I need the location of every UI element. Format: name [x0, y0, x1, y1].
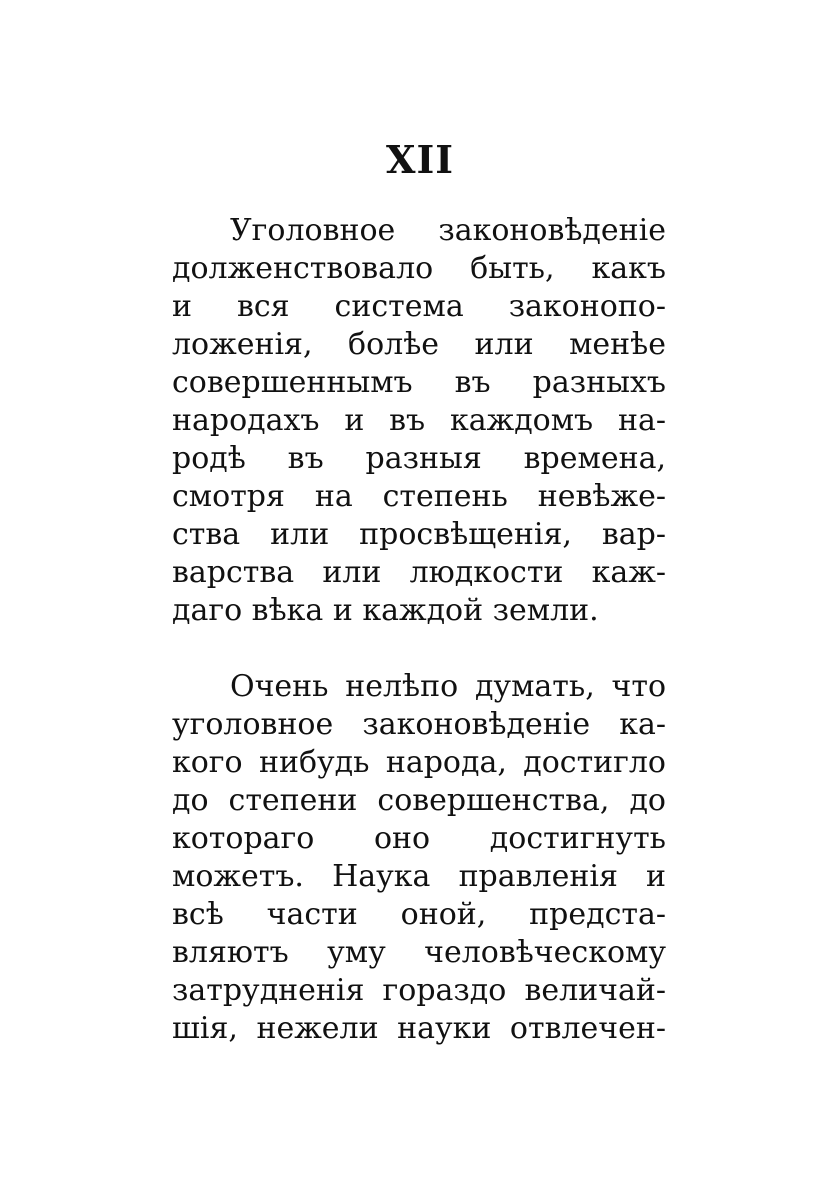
page-number: XII — [385, 137, 455, 182]
text-line: до степени совершенства, до — [172, 783, 666, 818]
text-line: варства или людкости каж- — [172, 555, 666, 590]
text-line: котораго оно достигнуть — [172, 821, 666, 856]
text-line: шія, нежели науки отвлечен- — [172, 1011, 666, 1046]
text-line: можетъ. Наука правленія и — [172, 859, 666, 894]
text-line: ства или просвѣщенія, вар- — [172, 517, 666, 552]
text-line: смотря на степень невѣже- — [172, 479, 666, 514]
text-line: Уголовное законовѣденіе — [230, 213, 666, 248]
paragraph-2 — [172, 668, 666, 1048]
text-line: совершеннымъ въ разныхъ — [172, 365, 666, 400]
text-line: вляютъ уму человѣческому — [172, 935, 666, 970]
text-line: затрудненія гораздо величай- — [172, 973, 666, 1008]
text-line: даго вѣка и каждой земли. — [172, 593, 599, 628]
text-line: ложенія, болѣе или менѣе — [172, 327, 666, 362]
text-line: Очень нелѣпо думать, что — [230, 669, 666, 704]
text-line: кого нибудь народа, достигло — [172, 745, 666, 780]
text-line: всѣ части оной, предста- — [172, 897, 666, 932]
text-line: народахъ и въ каждомъ на- — [172, 403, 666, 438]
paragraph-1 — [172, 212, 666, 630]
text-line: и вся система законопо- — [172, 289, 666, 324]
text-line: родѣ въ разныя времена, — [172, 441, 666, 476]
text-line: долженствовало быть, какъ — [172, 251, 666, 286]
text-line: уголовное законовѣденіе ка- — [172, 707, 666, 742]
